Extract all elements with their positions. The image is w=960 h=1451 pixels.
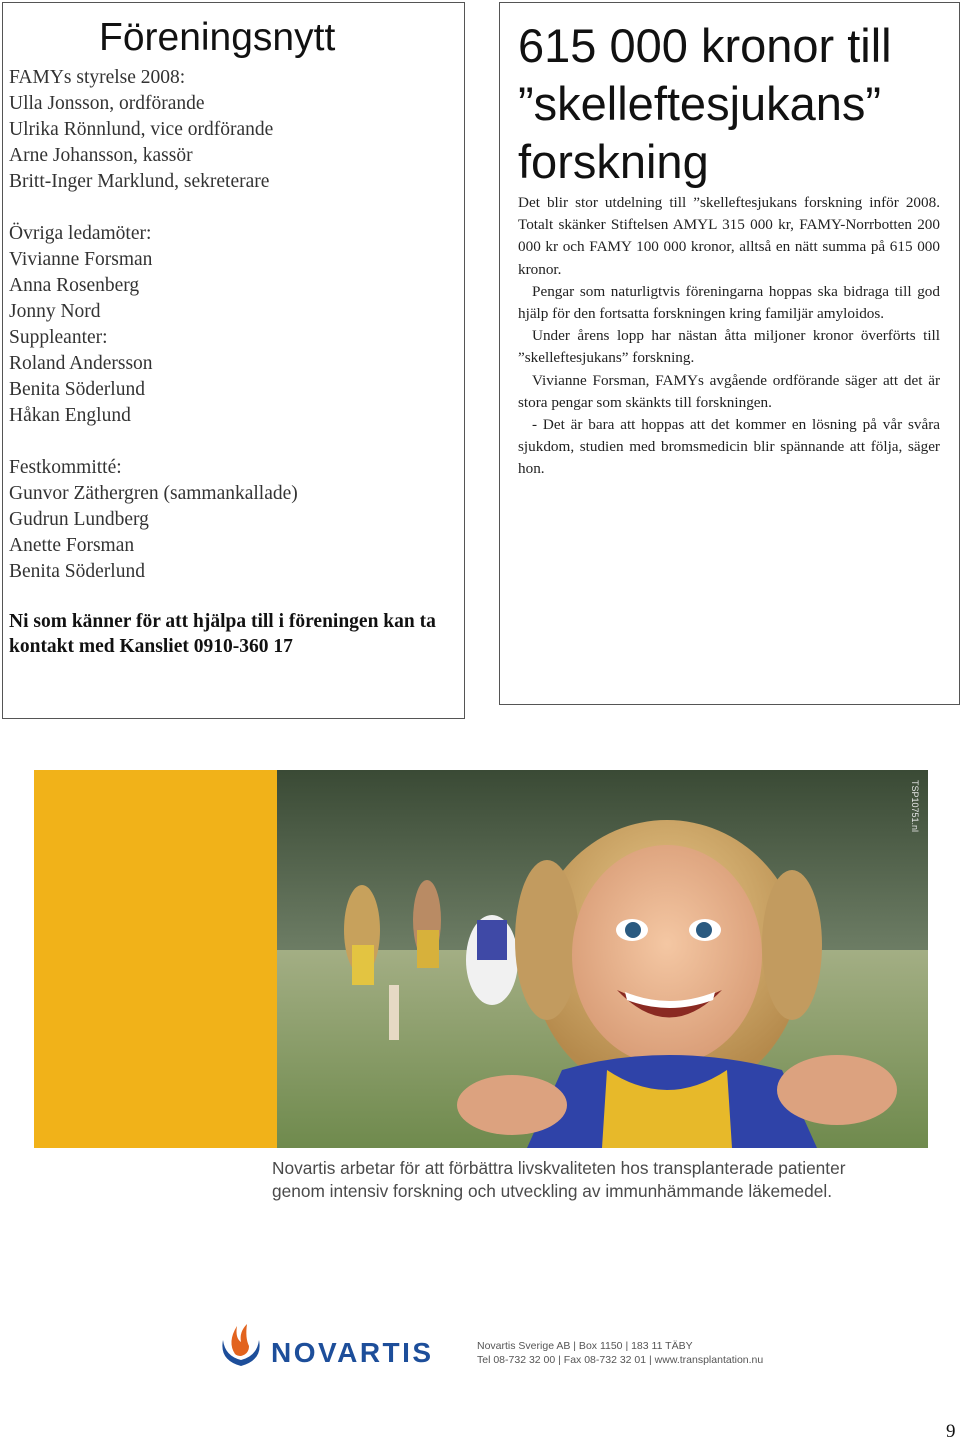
member-line: Benita Söderlund	[9, 379, 145, 400]
member-line: Ulrika Rönnlund, vice ordförande	[9, 119, 274, 140]
member-line: Gunvor Zäthergren (sammankallade)	[9, 483, 298, 504]
ad-caption	[272, 1157, 932, 1203]
ad-photo-girl-running	[277, 770, 928, 1148]
article-title-line: forskning	[518, 135, 709, 188]
contact-info-line-2: Tel 08-732 32 00 | Fax 08-732 32 01 | www.transplantation.nu	[477, 1354, 764, 1366]
article-body	[518, 192, 940, 481]
member-spacer	[9, 429, 459, 455]
member-line: Övriga ledamöter:	[9, 223, 152, 244]
contact-info-line-1: Novartis Sverige AB | Box 1150 | 183 11 TÄBY	[477, 1340, 693, 1352]
member-line: Britt-Inger Marklund, sekreterare	[9, 171, 270, 192]
article-title-line: 615 000 kronor till	[518, 19, 892, 72]
member-line: Festkommitté:	[9, 457, 122, 478]
article-title	[518, 17, 958, 191]
association-news-box	[2, 2, 465, 719]
novartis-logo-text: NOVARTIS	[271, 1337, 434, 1368]
member-line: Ulla Jonsson, ordförande	[9, 93, 205, 114]
ad-caption-line-1: Novartis arbetar för att förbättra livskvaliteten hos transplanterade patienter	[272, 1158, 846, 1178]
member-line: Håkan Englund	[9, 405, 131, 426]
member-line: Benita Söderlund	[9, 561, 145, 582]
contact-note: Ni som känner för att hjälpa till i föreningen kan ta kontakt med Kansliet 0910-360 17	[9, 611, 436, 657]
photo-code: TSP10751.nl	[910, 780, 920, 833]
novartis-advertisement	[0, 745, 960, 1385]
member-line: Suppleanter:	[9, 327, 108, 348]
member-line: Gudrun Lundberg	[9, 509, 149, 530]
research-article-box	[499, 2, 960, 705]
article-paragraph: Pengar som naturligtvis föreningarna hoppas ska bidraga till god hjälp för den fortsatta forskningen kring familjär amyloidos.	[518, 282, 940, 323]
photo-illustration	[277, 770, 928, 1148]
member-spacer	[9, 195, 459, 221]
article-paragraph: Under årens lopp har nästan åtta miljoner kronor överförts till ”skelleftesjukans” forskning.	[518, 327, 940, 367]
novartis-contact-info	[477, 1339, 763, 1367]
novartis-logo-row	[215, 1320, 915, 1376]
article-paragraph: Det blir stor utdelning till ”skelleftesjukans forskning inför 2008. Totalt skänker Stiftelsen AMYL 315 000 kr, FAMY-Norrbotten 200 000 kr och FAMY 100 000 kronor, alltså en nätt summa på 615 000 kronor.	[518, 194, 940, 278]
member-line: Anette Forsman	[9, 535, 135, 556]
member-line: Vivianne Forsman	[9, 249, 153, 270]
member-line: Jonny Nord	[9, 301, 101, 322]
member-line: Roland Andersson	[9, 353, 153, 374]
board-members-list	[9, 65, 459, 585]
article-paragraph: - Det är bara att hoppas att det kommer en lösning på vår svåra sjukdom, studien med bromsmedicin blir spännande att följa, säger hon.	[518, 416, 940, 478]
article-title-line: ”skelleftesjukans”	[518, 77, 882, 130]
page-number: 9	[946, 1421, 956, 1442]
novartis-flame-icon	[215, 1320, 267, 1370]
article-paragraph: Vivianne Forsman, FAMYs avgående ordförande säger att det är stora pengar som skänkts till forskningen.	[518, 371, 940, 411]
ad-caption-line-2: genom intensiv forskning och utveckling av immunhämmande läkemedel.	[272, 1181, 833, 1201]
member-line: Anna Rosenberg	[9, 275, 140, 296]
association-news-title: Föreningsnytt	[99, 16, 336, 59]
ad-orange-panel	[34, 770, 277, 1148]
member-line: FAMYs styrelse 2008:	[9, 67, 186, 88]
member-line: Arne Johansson, kassör	[9, 145, 193, 166]
